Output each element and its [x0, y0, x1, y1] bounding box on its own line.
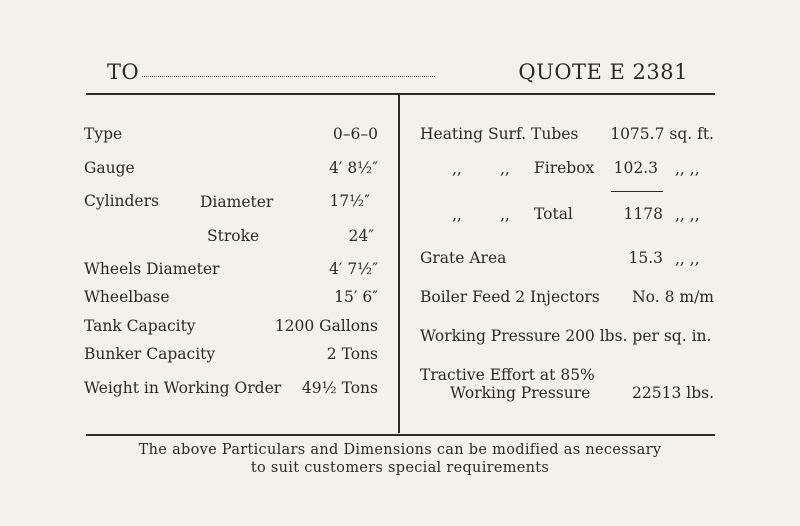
gauge-value: 4′ 8½″ [329, 159, 378, 177]
bunker-label: Bunker Capacity [84, 345, 216, 363]
total-separator [611, 191, 663, 192]
gauge-label: Gauge [84, 159, 135, 177]
type-value: 0–6–0 [332, 125, 378, 143]
wheels-label: Wheels Diameter [84, 260, 220, 278]
wheelbase-label: Wheelbase [84, 288, 170, 306]
weight-label: Weight in Working Order [84, 379, 282, 397]
quote-number: QUOTE E 2381 [518, 60, 688, 84]
total-unit: ,, ,, [675, 206, 700, 224]
to-dotted-line [142, 76, 435, 77]
footer-line-1: The above Particulars and Dimensions can be modified as necessary [138, 442, 662, 458]
firebox-value: 102.3 [613, 159, 658, 177]
footer-line-2: to suit customers special requirements [250, 460, 550, 476]
cylinder-stroke-label: Stroke [207, 227, 260, 245]
working-pressure-label: Working Pressure 200 lbs. per sq. in. [420, 327, 712, 345]
total-label: Total [534, 205, 573, 223]
tractive-effort-value: 22513 lbs. [632, 384, 714, 402]
wheelbase-value: 15′ 6″ [334, 288, 378, 306]
tractive-effort-label: Tractive Effort at 85% [420, 366, 595, 384]
to-label: TO [107, 60, 140, 84]
tank-label: Tank Capacity [84, 317, 196, 335]
cylinder-diameter-value: 17½″ [329, 192, 370, 210]
tank-value: 1200 Gallons [274, 317, 378, 335]
weight-value: 49½ Tons [301, 379, 378, 397]
type-label: Type [84, 125, 123, 143]
cylinder-stroke-value: 24″ [348, 227, 374, 245]
tractive-working-pressure-label: Working Pressure [450, 384, 591, 402]
total-ditto-1: ,, [452, 206, 462, 224]
wheels-value: 4′ 7½″ [329, 260, 378, 278]
cylinders-label: Cylinders [84, 192, 159, 210]
grate-unit: ,, ,, [675, 250, 700, 268]
bunker-value: 2 Tons [326, 345, 378, 363]
cylinder-diameter-label: Diameter [200, 193, 274, 211]
firebox-unit: ,, ,, [675, 160, 700, 178]
bottom-rule [86, 434, 715, 436]
grate-label: Grate Area [420, 249, 507, 267]
tubes-value: 1075.7 sq. ft. [610, 125, 714, 143]
boiler-feed-label: Boiler Feed 2 Injectors [420, 288, 600, 306]
tubes-label: Heating Surf. Tubes [420, 125, 579, 143]
firebox-ditto-1: ,, [452, 160, 462, 178]
firebox-label: Firebox [534, 159, 595, 177]
top-rule [86, 93, 715, 95]
total-value: 1178 [623, 205, 663, 223]
column-divider [398, 95, 400, 433]
total-ditto-2: ,, [500, 206, 510, 224]
firebox-ditto-2: ,, [500, 160, 510, 178]
grate-value: 15.3 [628, 249, 663, 267]
boiler-feed-value: No. 8 m/m [632, 288, 714, 306]
